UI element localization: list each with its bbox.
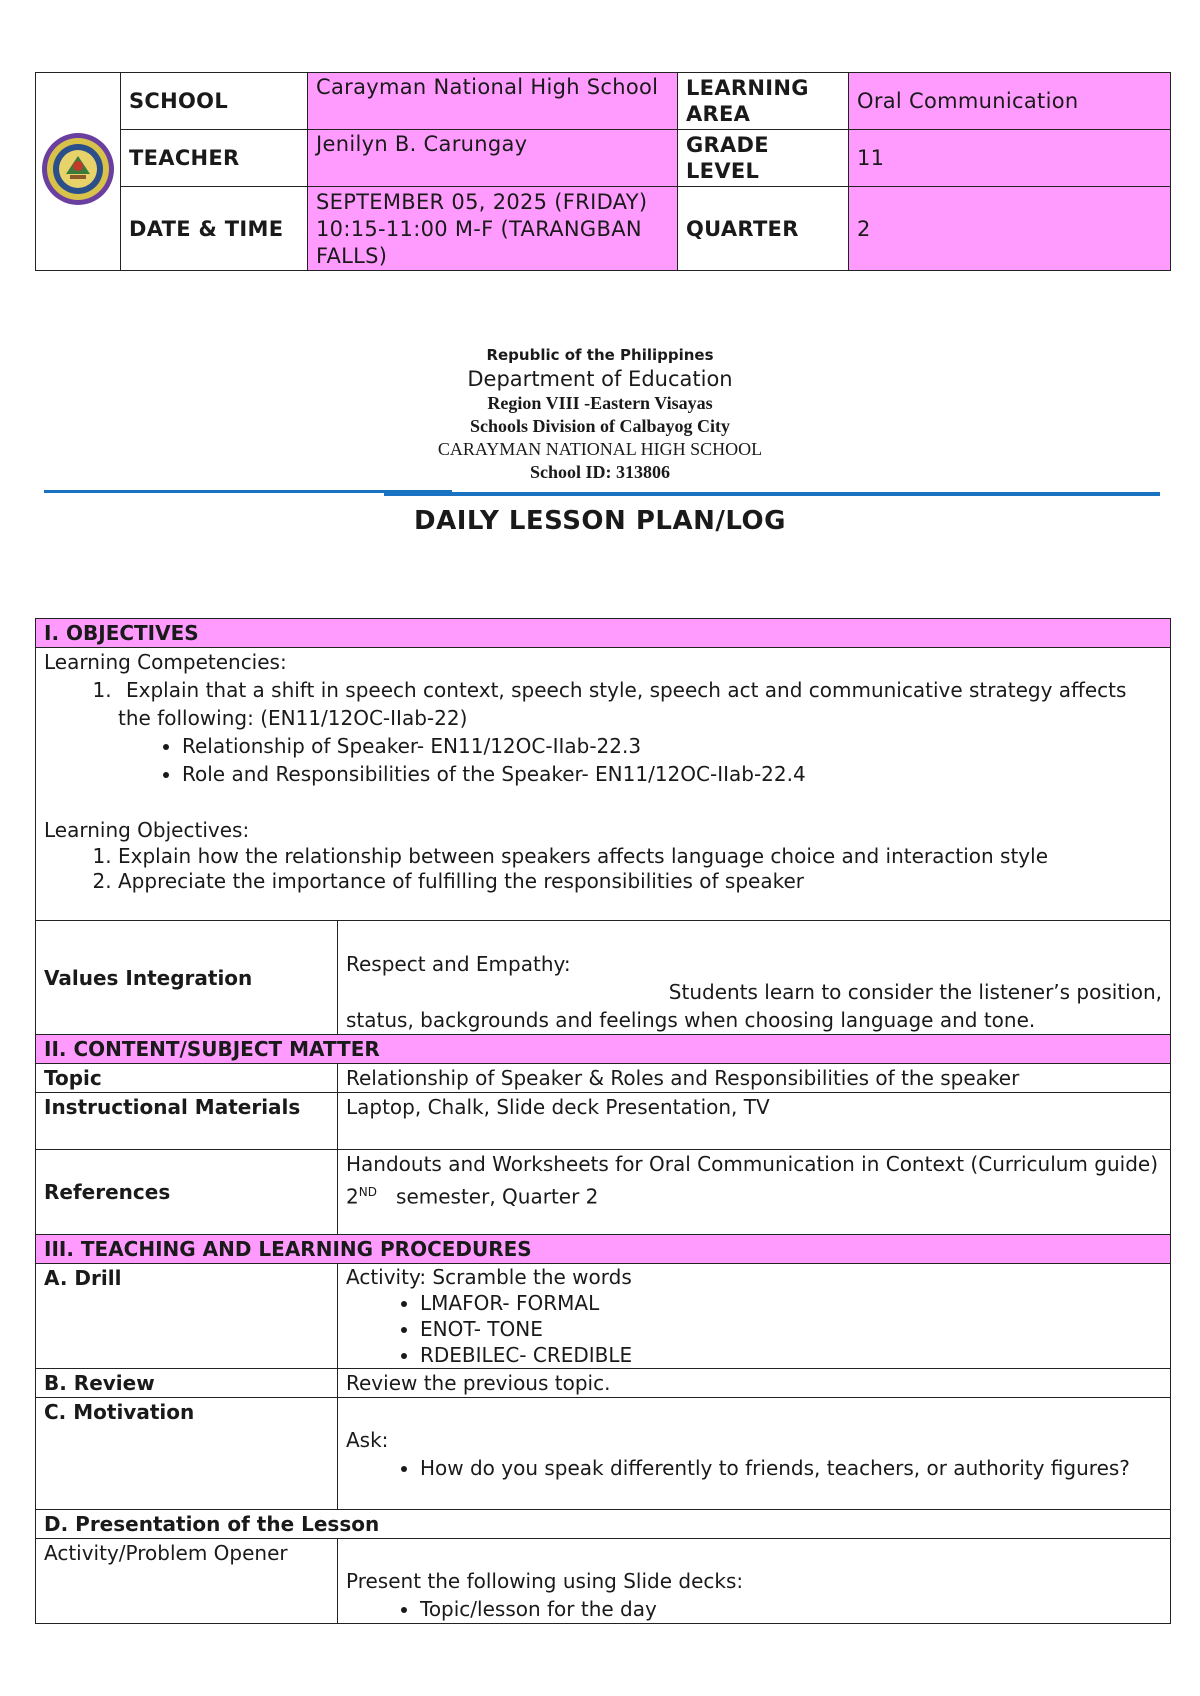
learning-area-label: LEARNING AREA xyxy=(678,73,849,130)
topic-value: Relationship of Speaker & Roles and Responsibilities of the speaker xyxy=(338,1064,1171,1093)
competency-item xyxy=(118,676,1162,788)
topic-label: Topic xyxy=(36,1064,338,1093)
school-id-line: School ID: 313806 xyxy=(529,462,670,482)
motivation-ask: Ask: xyxy=(346,1428,389,1452)
motivation-item: • How do you speak differently to friends, teachers, or authority figures? xyxy=(420,1454,1162,1482)
objectives-label: Learning Objectives: xyxy=(44,818,250,842)
time-value: 10:15-11:00 M-F (TARANGBAN FALLS) xyxy=(316,217,642,268)
references-sup: ND xyxy=(358,1185,377,1199)
opener-list xyxy=(346,1595,1162,1623)
department-line: Department of Education xyxy=(467,367,733,391)
competency-text: Explain that a shift in speech context, speech style, speech act and communicative strategy affects the following: (EN11/12OC-IIab-22) xyxy=(118,678,1127,730)
region-line: Region VIII -Eastern Visayas xyxy=(487,393,713,413)
materials-value: Laptop, Chalk, Slide deck Presentation, TV xyxy=(338,1093,1171,1150)
objective-item: 2. Appreciate the importance of fulfilling the responsibilities of speaker xyxy=(118,869,1162,894)
drill-item: • ENOT- TONE xyxy=(420,1316,1162,1342)
school-value: Carayman National High School xyxy=(308,73,678,130)
school-seal-cell xyxy=(36,73,121,271)
date-time-label: DATE & TIME xyxy=(121,187,308,271)
grade-level-value: 11 xyxy=(849,130,1171,187)
drill-item: • LMAFOR- FORMAL xyxy=(420,1290,1162,1316)
grade-level-label: GRADE LEVEL xyxy=(678,130,849,187)
competency-bullet: • Role and Responsibilities of the Speaker- EN11/12OC-IIab-22.4 xyxy=(182,760,1162,788)
learning-area-value: Oral Communication xyxy=(849,73,1171,130)
competency-bullets xyxy=(118,732,1162,788)
republic-line: Republic of the Philippines xyxy=(486,346,714,364)
lesson-plan-table xyxy=(35,618,1171,1624)
values-line-1: Students learn to consider the listener’s position, xyxy=(668,980,1162,1004)
school-label: SCHOOL xyxy=(121,73,308,130)
drill-item: • RDEBILEC- CREDIBLE xyxy=(420,1342,1162,1368)
document-title: DAILY LESSON PLAN/LOG xyxy=(414,506,786,536)
objective-item: 1. Explain how the relationship between speakers affects language choice and interaction style xyxy=(118,844,1162,869)
opener-body xyxy=(338,1539,1171,1624)
quarter-value: 2 xyxy=(849,187,1171,271)
deped-seal-icon xyxy=(40,130,116,208)
motivation-body xyxy=(338,1398,1171,1510)
competencies-label: Learning Competencies: xyxy=(44,650,287,674)
values-body xyxy=(338,921,1171,1035)
values-title: Respect and Empathy: xyxy=(346,952,571,976)
teacher-value: Jenilyn B. Carungay xyxy=(308,130,678,187)
references-num: 2 xyxy=(346,1184,359,1209)
divider-rule-2 xyxy=(384,492,1160,496)
drill-list xyxy=(346,1290,1162,1368)
motivation-label: C. Motivation xyxy=(36,1398,338,1510)
school-name-line: CARAYMAN NATIONAL HIGH SCHOOL xyxy=(437,439,763,459)
motivation-list xyxy=(346,1454,1162,1482)
drill-activity: Activity: Scramble the words xyxy=(346,1265,632,1289)
date-time-value xyxy=(308,187,678,271)
presentation-heading: D. Presentation of the Lesson xyxy=(36,1510,1171,1539)
review-value: Review the previous topic. xyxy=(338,1369,1171,1398)
values-label: Values Integration xyxy=(36,921,338,1035)
content-heading: II. CONTENT/SUBJECT MATTER xyxy=(36,1035,1171,1064)
drill-label: A. Drill xyxy=(36,1264,338,1369)
date-value: SEPTEMBER 05, 2025 (FRIDAY) xyxy=(316,190,648,214)
materials-label: Instructional Materials xyxy=(36,1093,338,1150)
objectives-body xyxy=(36,648,1171,921)
opener-label: Activity/Problem Opener xyxy=(36,1539,338,1624)
objectives-heading: I. OBJECTIVES xyxy=(36,619,1171,648)
objective-list xyxy=(44,844,1162,894)
competency-list xyxy=(44,676,1162,788)
header-table xyxy=(35,72,1171,271)
references-body xyxy=(338,1150,1171,1235)
division-line: Schools Division of Calbayog City xyxy=(469,416,731,436)
competency-bullet: • Relationship of Speaker- EN11/12OC-IIab-22.3 xyxy=(182,732,1162,760)
references-label: References xyxy=(36,1150,338,1235)
references-rest: semester, Quarter 2 xyxy=(396,1184,599,1209)
values-line-2: status, backgrounds and feelings when choosing language and tone. xyxy=(346,1008,1036,1032)
drill-body xyxy=(338,1264,1171,1369)
references-line-1: Handouts and Worksheets for Oral Communication in Context (Curriculum guide) xyxy=(346,1152,1159,1176)
quarter-label: QUARTER xyxy=(678,187,849,271)
procedures-heading: III. TEACHING AND LEARNING PROCEDURES xyxy=(36,1235,1171,1264)
references-line-2 xyxy=(346,1178,1162,1211)
opener-value: Present the following using Slide decks: xyxy=(346,1569,744,1593)
letterhead xyxy=(0,344,1200,484)
opener-item: • Topic/lesson for the day xyxy=(420,1595,1162,1623)
review-label: B. Review xyxy=(36,1369,338,1398)
teacher-label: TEACHER xyxy=(121,130,308,187)
